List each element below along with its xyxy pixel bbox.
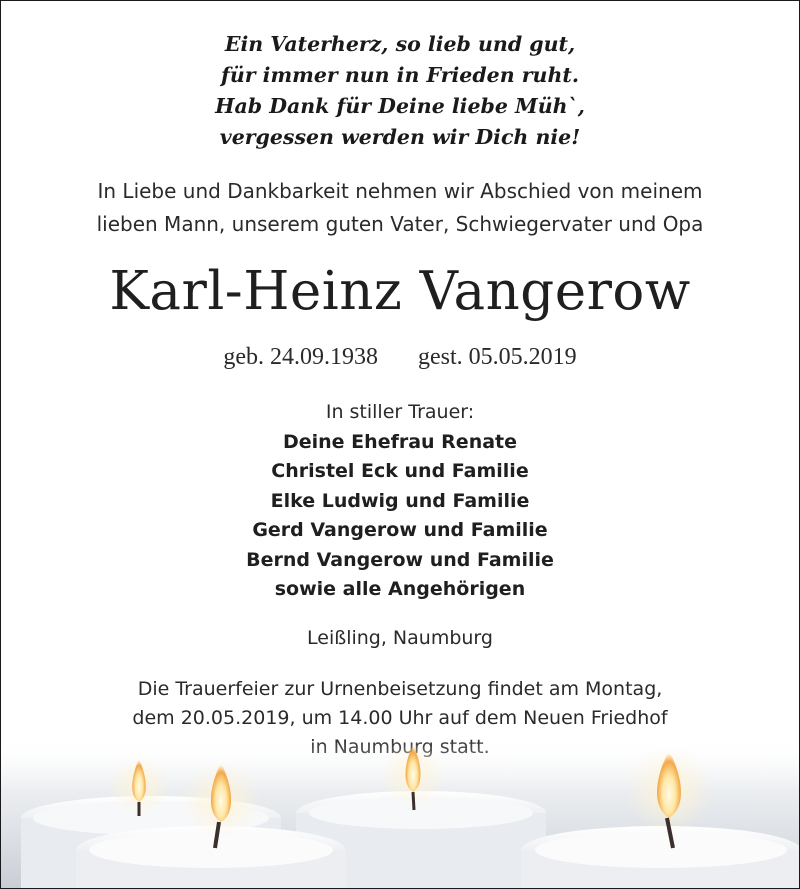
funeral-line: dem 20.05.2019, um 14.00 Uhr auf dem Neuen Friedhof	[132, 707, 668, 729]
mourners-list	[1, 428, 799, 604]
deceased-name: Karl-Heinz Vangerow	[109, 261, 691, 322]
funeral-line: Die Trauerfeier zur Urnenbeisetzung findet am Montag,	[137, 678, 663, 700]
death-date: gest. 05.05.2019	[417, 344, 577, 370]
memorial-poem	[1, 29, 799, 153]
poem-line: für immer nun in Frieden ruht.	[221, 63, 579, 87]
farewell-intro	[1, 175, 799, 241]
mourner: Deine Ehefrau Renate	[282, 431, 518, 453]
intro-line: lieben Mann, unserem guten Vater, Schwiegervater und Opa	[96, 212, 704, 236]
mourning-label: In stiller Trauer:	[325, 401, 475, 423]
poem-line: Hab Dank für Deine liebe Müh`,	[215, 94, 585, 118]
mourner: Gerd Vangerow und Familie	[252, 519, 548, 542]
poem-line: vergessen werden wir Dich nie!	[219, 125, 581, 149]
intro-line: In Liebe und Dankbarkeit nehmen wir Abschied von meinem	[97, 179, 703, 203]
mourner: Bernd Vangerow und Familie	[246, 548, 554, 571]
place-names: Leißling, Naumburg	[307, 627, 493, 649]
mourner: sowie alle Angehörigen	[274, 578, 526, 601]
poem-line: Ein Vaterherz, so lieb und gut,	[224, 32, 576, 56]
tealight-candles-image	[1, 738, 800, 888]
mourner: Elke Ludwig und Familie	[270, 489, 530, 512]
life-dates	[1, 341, 799, 373]
birth-date: geb. 24.09.1938	[223, 344, 378, 370]
mourner: Christel Eck und Familie	[271, 460, 529, 483]
